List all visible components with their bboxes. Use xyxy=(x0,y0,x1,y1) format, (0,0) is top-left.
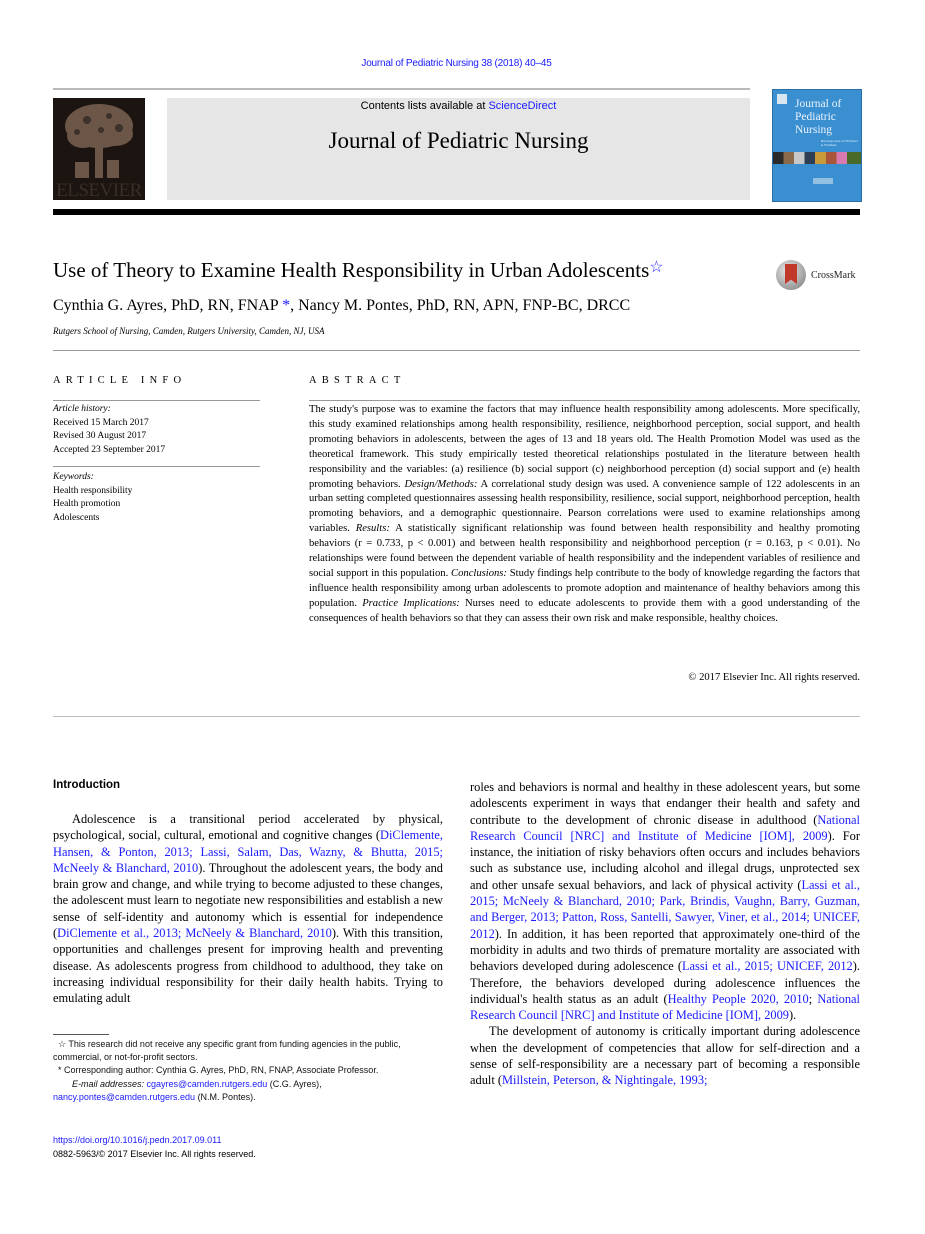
citation-link[interactable]: National Research Council [NRC] and Institute of Medicine [IOM], 2009 xyxy=(470,991,860,1023)
header-top-rule xyxy=(53,88,750,90)
revised-date: Revised 30 August 2017 xyxy=(53,431,147,441)
cover-logo-icon xyxy=(777,94,787,104)
journal-reference[interactable]: Journal of Pediatric Nursing 38 (2018) 40–45 xyxy=(361,58,552,69)
corresponding-author-footnote: * Corresponding author: Cynthia G. Ayres, PhD, RN, FNAP, Associate Professor. xyxy=(58,1065,379,1076)
affiliation: Rutgers School of Nursing, Camden, Rutgers University, Camden, NJ, USA xyxy=(53,326,325,336)
journal-cover-image[interactable] xyxy=(772,89,862,202)
crossmark-button[interactable] xyxy=(776,260,866,294)
body-column-right xyxy=(470,779,860,1089)
keyword: Adolescents xyxy=(53,512,100,523)
citation-link[interactable]: Healthy People 2020, 2010 xyxy=(667,991,809,1006)
footnotes xyxy=(53,1038,445,1104)
corresponding-author-mark[interactable]: * xyxy=(278,297,291,314)
abstract-bottom-rule xyxy=(53,716,860,717)
citation-link[interactable]: DiClemente, Hansen, & Ponton, 2013; Lassi, Salam, Das, Wazny, & Bhutta, 2015; McNeely & Blanchard, 2010 xyxy=(53,828,443,875)
author-1: Cynthia G. Ayres, PhD, RN, FNAP xyxy=(53,297,279,314)
elsevier-logo xyxy=(53,98,145,200)
introduction-heading: Introduction xyxy=(53,779,121,791)
title-divider xyxy=(53,350,860,351)
elsevier-wordmark: ELSEVIER xyxy=(56,180,142,200)
footnote-rule xyxy=(53,1034,109,1035)
title-footnote-star-icon[interactable]: ☆ xyxy=(649,259,664,276)
journal-banner xyxy=(167,98,750,200)
journal-title: Journal of Pediatric Nursing xyxy=(328,128,589,153)
keyword: Health responsibility xyxy=(53,485,133,496)
citation-link[interactable]: Lassi et al., 2015; McNeely & Blanchard, 2010; Park, Brindis, Vaughn, Barry, Guzman, and Berger, 2013; Patton, Ross, Santelli, Sawyer, Viner, et al., 2014; UNICEF, 2012 xyxy=(470,877,860,941)
journal-reference-link[interactable] xyxy=(0,58,913,69)
issn-copyright: 0882-5963/© 2017 Elsevier Inc. All rights reserved. xyxy=(53,1148,256,1159)
email-link-pontes[interactable]: nancy.pontes@camden.rutgers.edu xyxy=(53,1091,196,1102)
doi-link[interactable]: https://doi.org/10.1016/j.pedn.2017.09.011 xyxy=(53,1135,222,1145)
received-date: Received 15 March 2017 xyxy=(53,417,149,428)
abstract-heading: ABSTRACT xyxy=(309,375,406,386)
abstract-rule xyxy=(309,400,860,401)
paragraph: Adolescence is a transitional period accelerated by physical, psychological, social, cultural, emotional and cognitive changes (DiClemente, Hansen, & Ponton, 2013; Lassi, Salam, Das, Wazny, & Bhutta, 2015; McNeely & Blanchard, 2010). Throughout the adolescent years, the body and brain grow and change, and while trying to become adjusted to these changes, the adolescent must learn to negotiate new responsibilities and establish a new sense of self-identity and autonomy which is essential for independence (DiClemente et al., 2013; McNeely & Blanchard, 2010). With this transition, opportunities and challenges present for improving health and preventing disease. As adolescents progress from childhood to adulthood, they take on increasing individual responsibility for their daily health habits. Trying to emulating adult xyxy=(53,812,443,1006)
accepted-date: Accepted 23 September 2017 xyxy=(53,444,166,455)
keyword: Health promotion xyxy=(53,499,121,509)
paragraph: roles and behaviors is normal and healthy in these adolescent years, but some adolescents experiment in ways that endanger their health and safety and contribute to the development of chronic disease in adulthood (National Research Council [NRC] and Institute of Medicine [IOM], 2009). For instance, the initiation of risky behaviors often occurs and includes behaviors such as substance use, including alcohol and illegal drugs, unprotected sex and other unsafe sexual behaviors, and lack of physical activity (Lassi et al., 2015; McNeely & Blanchard, 2010; Park, Brindis, Vaughn, Barry, Guzman, and Berger, 2013; Patton, Ross, Santelli, Sawyer, Viner, et al., 2014; UNICEF, 2012). In addition, it has been reported that approximately one-third of the morbidity in adults and two thirds of premature mortality are associated with behaviors developed during adolescence (Lassi et al., 2015; UNICEF, 2012). Therefore, the behaviors developed during adolescence influences the individual's health status as an adult (Healthy People 2020, 2010; National Research Council [NRC] and Institute of Medicine [IOM], 2009). xyxy=(470,780,860,1023)
abstract-copyright: © 2017 Elsevier Inc. All rights reserved. xyxy=(688,672,860,683)
doi-block xyxy=(53,1134,256,1161)
keywords: Keywords: Health responsibility Health promotion Adolescents xyxy=(53,471,132,525)
tree-logo-icon xyxy=(61,102,137,180)
funding-footnote: ☆ This research did not receive any specific grant from funding agencies in the public, commercial, or not-for-profit sectors. xyxy=(53,1039,401,1063)
crossmark-label: CrossMark xyxy=(811,270,856,281)
abstract-text: The study's purpose was to examine the factors that may influence health responsibility among adolescents. More specifically, this study examined relationships among health responsibility, resilience, neighborhood perception, social support, and health promoting behaviors in adolescents, between the ages of 13 and 18 years old. The Health Promotion Model was used as the theoretical framework. This study empirically tested theoretical relationships postulated in the literature between health responsibility and the variables: (a) resilience (b) social support (c) neighborhood perception (d) social support and (e) health promoting behaviors. Design/Methods: A correlational study design was used. A convenience sample of 122 adolescents in an urban setting completed questionnaires assessing health responsibility, resilience, social support, neighborhood perception, health promoting behaviors, and a demographic questionnaire. Pearson correlations were used to examine relationships among variables. Results: A statistically significant relationship was found between health responsibility and healthy promoting behaviors (r = 0.733, p < 0.001) and between health responsibility and neighborhood perception (r = 0.163, p < 0.01). No relationships were found between the dependent variable of health responsibility and the independent variables of resilience and social support in this population. Conclusions: Study findings help contribute to the body of knowledge regarding the factors that influence health responsibility among urban adolescents to promote adoption and maintenance of healthy behaviors among this population. Practice Implications: Nurses need to educate adolescents to provide them with a good understanding of the consequences of health behaviors so that they can assess their own risk and make responsible, healthy choices. xyxy=(309,404,860,624)
author-list xyxy=(53,297,630,315)
body-column-left xyxy=(53,811,443,1007)
cover-photo-strip xyxy=(773,152,861,164)
citation-link[interactable]: National Research Council [NRC] and Institute of Medicine [IOM], 2009 xyxy=(470,812,860,843)
cover-title: Journal of Pediatric Nursing xyxy=(795,98,842,136)
sciencedirect-link[interactable]: ScienceDirect xyxy=(488,100,557,112)
citation-link[interactable]: Millstein, Peterson, & Nightingale, 1993; xyxy=(502,1073,708,1088)
contents-prefix: Contents lists available at xyxy=(360,100,489,112)
cover-subtitle: Nursing Care of Children & Families xyxy=(821,139,858,147)
paragraph: The development of autonomy is critically important during adolescence when the development of competencies that allow for self-direction and a sense of self-responsibility are a necessary part of becoming a responsible adult (Millstein, Peterson, & Nightingale, 1993; xyxy=(470,1024,860,1088)
email-link-ayres[interactable]: cgayres@camden.rutgers.edu xyxy=(146,1078,268,1089)
citation-link[interactable]: DiClemente et al., 2013; McNeely & Blanchard, 2010 xyxy=(57,926,332,941)
contents-line xyxy=(167,100,750,112)
author-2: , Nancy M. Pontes, PhD, RN, APN, FNP-BC, DRCC xyxy=(290,297,631,314)
email-footnote: E-mail addresses: cgayres@camden.rutgers.edu (C.G. Ayres), nancy.pontes@camden.rutgers.edu (N.M. Pontes). xyxy=(53,1078,322,1102)
article-info-rule xyxy=(53,400,260,401)
cover-footer-logo xyxy=(813,178,833,184)
header-thick-rule xyxy=(53,209,860,215)
article-history: Article history: Received 15 March 2017 Revised 30 August 2017 Accepted 23 September 2017 xyxy=(53,403,165,457)
article-title: Use of Theory to Examine Health Responsibility in Urban Adolescents☆ xyxy=(53,258,664,282)
citation-link[interactable]: Lassi et al., 2015; UNICEF, 2012 xyxy=(681,959,853,974)
keywords-rule xyxy=(53,466,260,467)
article-info-heading: ARTICLE INFO xyxy=(53,375,187,386)
